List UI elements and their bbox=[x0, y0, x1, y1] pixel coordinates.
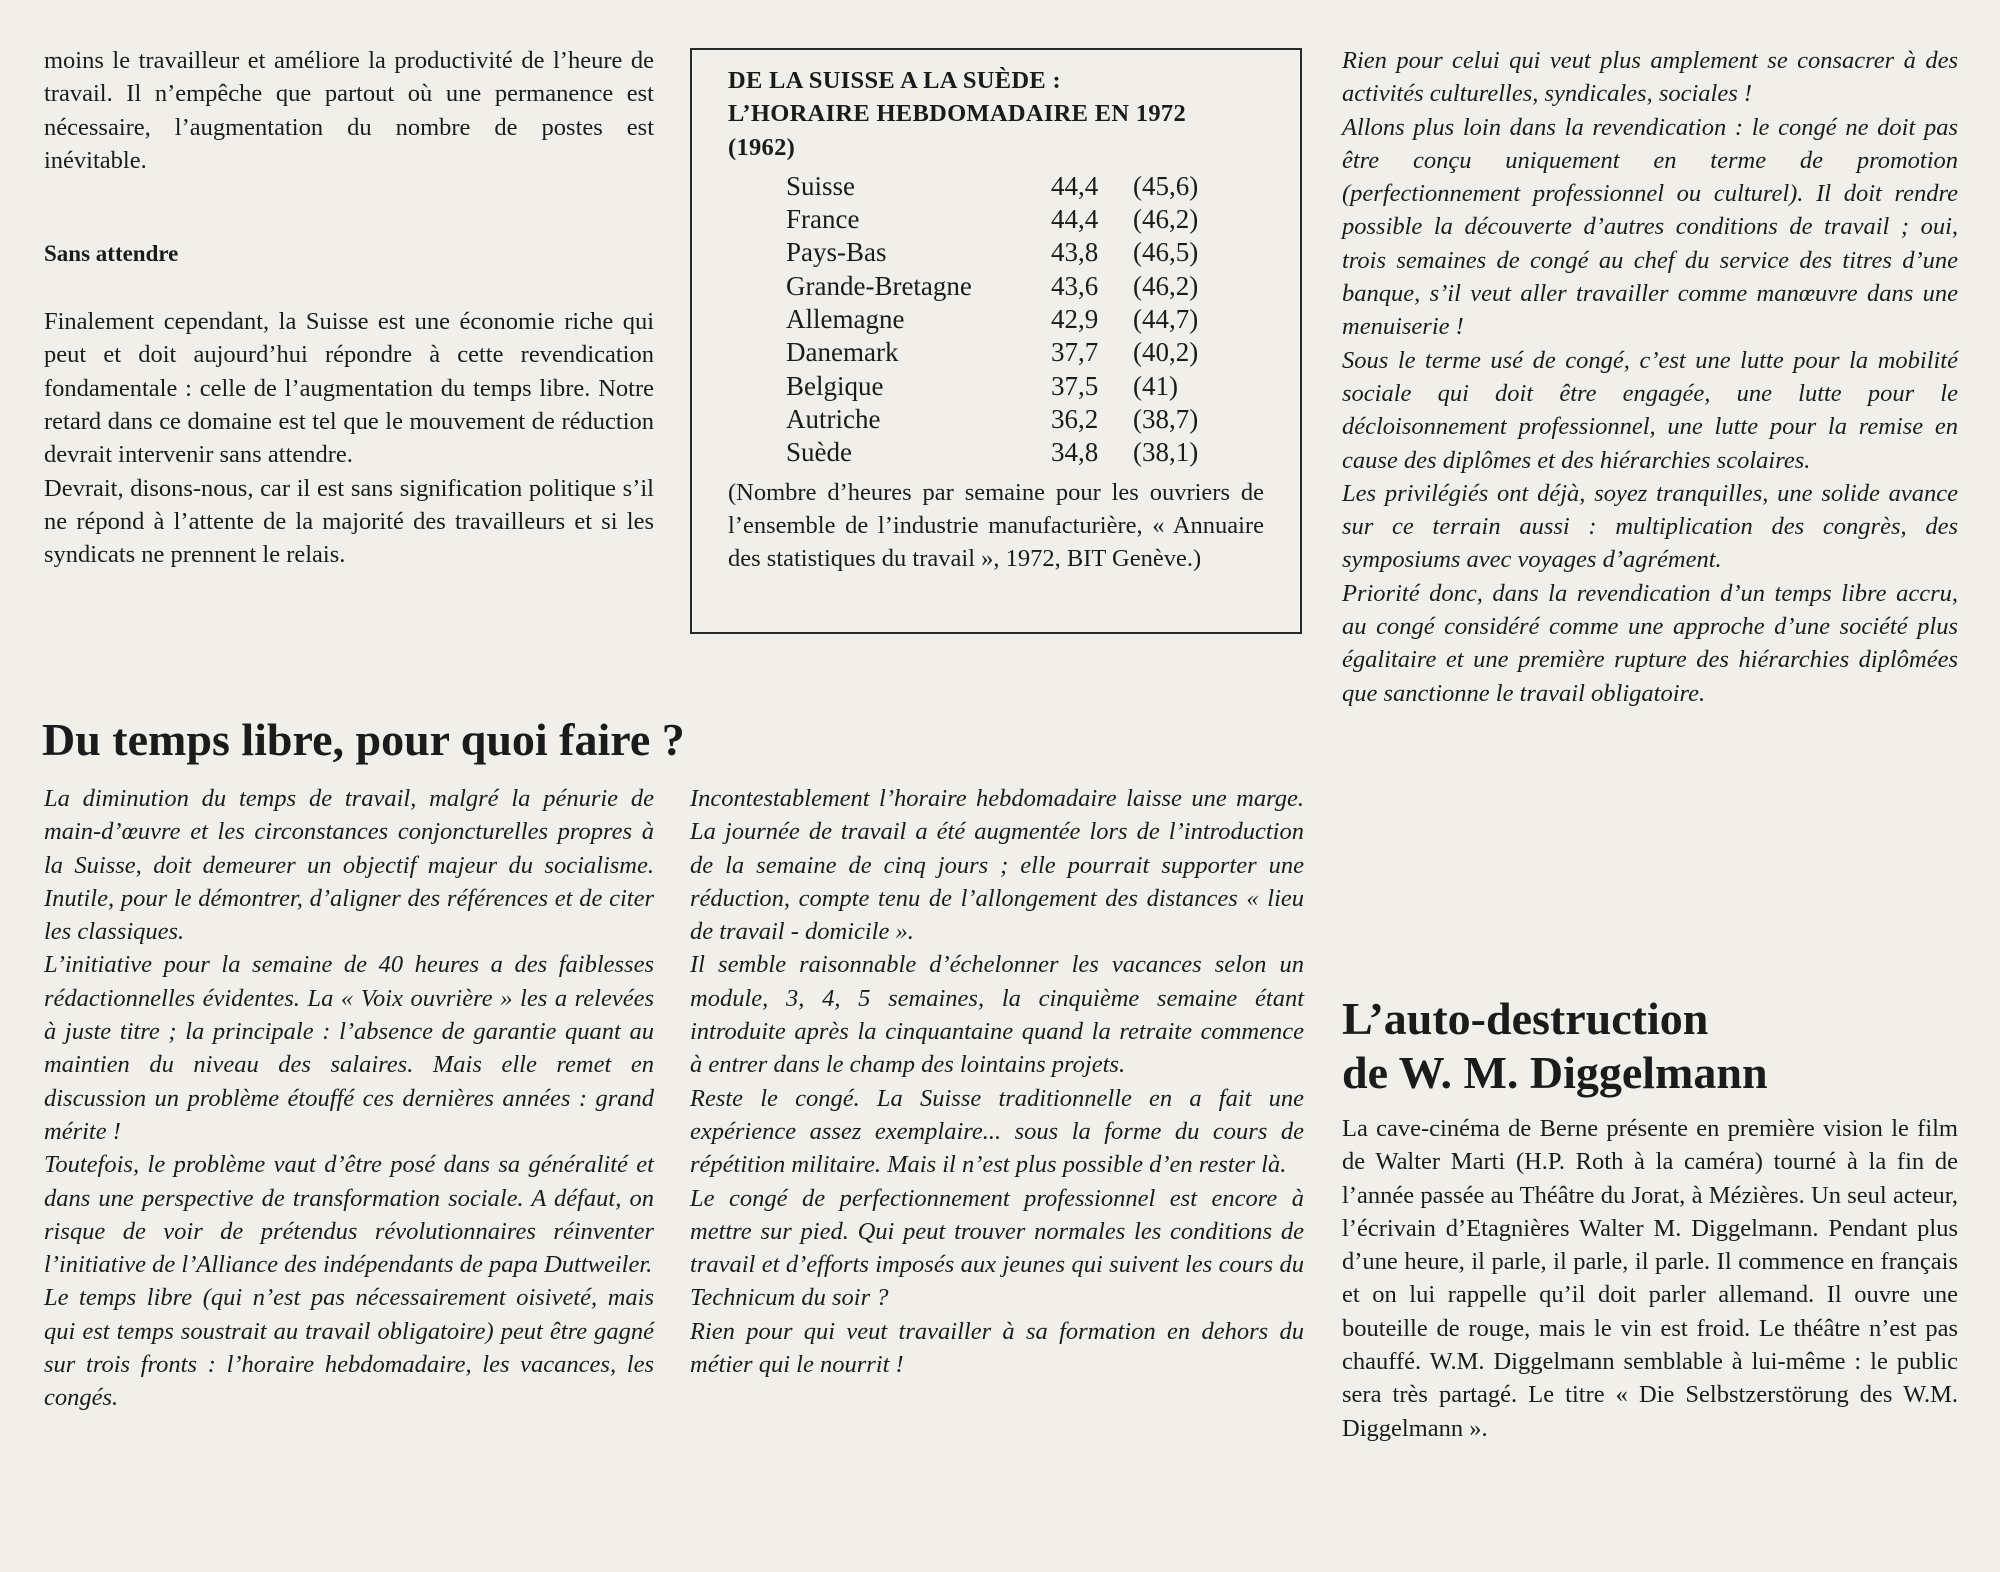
article-paragraph: Incontestablement l’horaire hebdomadaire laisse une marge. La journée de travail a été augmentée lors de l’introduction de la semaine de cinq jours ; elle pourrait supporter une réduction, compte tenu de l’allongement des distances « lieu de travail - domicile ». bbox=[690, 785, 1304, 946]
value-1972-cell: 44,4 bbox=[1051, 204, 1099, 235]
country-cell: Allemagne bbox=[786, 304, 905, 335]
article-paragraph: Toutefois, le problème vaut d’être posé dans sa généralité et dans une perspective de transformation sociale. A défaut, on risque de voir de prétendus révolutionnaires réinventer l’initiative de l’Alliance des indépendants de papa Duttweiler. bbox=[44, 1151, 654, 1279]
sans-attendre-p2: Devrait, disons-nous, car il est sans signification politique s’il ne répond à l’attente de la majorité des travailleurs et si les syndicats ne prennent le relais. bbox=[44, 474, 654, 569]
value-1972-cell: 34,8 bbox=[1051, 437, 1099, 468]
country-cell: Belgique bbox=[786, 370, 884, 401]
article-1-column-1 bbox=[44, 782, 654, 1415]
article-2 bbox=[1342, 992, 1958, 1445]
article-2-body: La cave-cinéma de Berne présente en première vision le film de Walter Marti (H.P. Roth à la caméra) tourné à la fin de l’année passée au Théâtre du Jorat, à Mézières. Un seul acteur, l’écrivain d’Etagnières Walter M. Diggelmann. Pendant plus d’une heure, il parle, il parle, il parle. Il commence en français et on lui rappelle qu’il doit parler allemand. Il ouvre une bouteille de rouge, mais le vin est froid. Le théâtre n’est pas chauffé. W.M. Diggelmann semblable à lui-même : le public sera très partagé. Le titre « Die Selbstzerstörung des W.M. Diggelmann ». bbox=[1342, 1115, 1958, 1442]
column-3-top bbox=[1342, 44, 1958, 710]
article-1-headline: Du temps libre, pour quoi faire ? bbox=[42, 714, 685, 765]
value-1962-cell: (44,7) bbox=[1133, 304, 1199, 335]
country-cell: Suisse bbox=[786, 170, 856, 201]
value-1972-cell: 37,7 bbox=[1051, 337, 1099, 368]
country-cell: Autriche bbox=[786, 403, 881, 434]
value-1972-cell: 43,6 bbox=[1051, 270, 1099, 301]
value-1962-cell: (46,2) bbox=[1133, 270, 1199, 301]
table-source-note: (Nombre d’heures par semaine pour les ouvriers de l’ensemble de l’industrie manufacturière, « Annuaire des statistiques du travail », 1972, BIT Genève.) bbox=[728, 478, 1264, 573]
value-1962-cell: (46,5) bbox=[1133, 237, 1199, 268]
value-1972-cell: 42,9 bbox=[1051, 304, 1099, 335]
article-paragraph: L’initiative pour la semaine de 40 heures a des faiblesses rédactionnelles évidentes. La « Voix ouvrière » les a relevées à juste titre ; la principale : l’absence de garantie quant au maintien du niveau des salaires. Mais elle remet en discussion un problème étouffé ces dernières années : grand mérite ! bbox=[44, 951, 654, 1145]
hours-table-box bbox=[690, 48, 1302, 634]
article-1-column-2 bbox=[690, 782, 1304, 1381]
value-1972-cell: 43,8 bbox=[1051, 237, 1099, 268]
value-1962-cell: (45,6) bbox=[1133, 170, 1199, 201]
country-cell: Danemark bbox=[786, 337, 899, 368]
col3-paragraph: Sous le terme usé de congé, c’est une lutte pour la mobilité sociale qui doit être engagée, une lutte pour le décloisonnement professionnel, une lutte pour la remise en cause des diplômes et des hiérarchies scolaires. bbox=[1342, 346, 1958, 474]
value-1972-cell: 44,4 bbox=[1051, 170, 1099, 201]
value-1962-cell: (41) bbox=[1133, 370, 1178, 401]
article-paragraph: Rien pour qui veut travailler à sa formation en dehors du métier qui le nourrit ! bbox=[690, 1317, 1304, 1379]
table-row bbox=[786, 436, 1198, 469]
article-paragraph: Le temps libre (qui n’est pas nécessairement oisiveté, mais qui est temps soustrait au travail obligatoire) peut être gagné sur trois fronts : l’horaire hebdomadaire, les vacances, les congés. bbox=[44, 1284, 654, 1412]
hours-table bbox=[786, 170, 1198, 470]
value-1972-cell: 36,2 bbox=[1051, 403, 1099, 434]
column-1-top bbox=[44, 44, 654, 572]
sans-attendre-p1: Finalement cependant, la Suisse est une économie riche qui peut et doit aujourd’hui répondre à cette revendication fondamentale : celle de l’augmentation du temps libre. Notre retard dans ce domaine est tel que le mouvement de réduction devrait intervenir sans attendre. bbox=[44, 308, 654, 469]
table-row bbox=[786, 236, 1198, 269]
country-cell: Pays-Bas bbox=[786, 237, 887, 268]
table-row bbox=[786, 170, 1198, 203]
value-1962-cell: (38,7) bbox=[1133, 403, 1199, 434]
article-2-headline bbox=[1342, 992, 1958, 1100]
value-1962-cell: (46,2) bbox=[1133, 204, 1199, 235]
table-row bbox=[786, 270, 1198, 303]
value-1962-cell: (40,2) bbox=[1133, 337, 1199, 368]
col3-paragraph: Les privilégiés ont déjà, soyez tranquilles, une solide avance sur ce terrain aussi : multiplication des congrès, des symposiums avec voyages d’agrément. bbox=[1342, 479, 1958, 574]
value-1972-cell: 37,5 bbox=[1051, 370, 1099, 401]
article-paragraph: La diminution du temps de travail, malgré la pénurie de main-d’œuvre et les circonstances conjoncturelles propres à la Suisse, doit demeurer un objectif majeur du socialisme. Inutile, pour le démontrer, d’aligner des références et de citer les classiques. bbox=[44, 785, 654, 946]
article-paragraph: Reste le congé. La Suisse traditionnelle en a fait une expérience assez exemplaire... sous la forme du cours de répétition militaire. Mais il n’est plus possible d’en rester là. bbox=[690, 1084, 1304, 1179]
country-cell: Suède bbox=[786, 437, 852, 468]
article-2-headline-line-2: de W. M. Diggelmann bbox=[1342, 1047, 1768, 1098]
table-row bbox=[786, 370, 1198, 403]
value-1962-cell: (38,1) bbox=[1133, 437, 1199, 468]
table-row bbox=[786, 403, 1198, 436]
article-paragraph: Le congé de perfectionnement professionnel est encore à mettre sur pied. Qui peut trouver normales les conditions de travail et d’efforts imposés aux jeunes qui suivent les cours du Technicum du soir ? bbox=[690, 1184, 1304, 1312]
col3-paragraph: Rien pour celui qui veut plus amplement se consacrer à des activités culturelles, syndicales, sociales ! bbox=[1342, 47, 1958, 108]
subhead-sans-attendre: Sans attendre bbox=[44, 241, 179, 267]
table-title: DE LA SUISSE A LA SUÈDE : L’HORAIRE HEBDOMADAIRE EN 1972 (1962) bbox=[728, 67, 1186, 161]
intro-paragraph: moins le travailleur et améliore la productivité de l’heure de travail. Il n’empêche que partout où une permanence est nécessaire, l’augmentation du nombre de postes est inévitable. bbox=[44, 47, 654, 174]
article-paragraph: Il semble raisonnable d’échelonner les vacances selon un module, 3, 4, 5 semaines, la cinquième semaine étant introduite après la cinquantaine quand la retraite commence à entrer dans le champ des lointains projets. bbox=[690, 951, 1304, 1079]
country-cell: France bbox=[786, 204, 860, 235]
table-row bbox=[786, 303, 1198, 336]
country-cell: Grande-Bretagne bbox=[786, 270, 972, 301]
col3-paragraph: Priorité donc, dans la revendication d’un temps libre accru, au congé considéré comme une approche d’une société plus égalitaire et une première rupture des hiérarchies diplômées que sanctionne le travail obligatoire. bbox=[1342, 579, 1958, 707]
col3-paragraph: Allons plus loin dans la revendication : le congé ne doit pas être conçu uniquement en terme de promotion (perfectionnement professionnel ou culturel). Il doit rendre possible la découverte d’autres conditions de travail ; oui, trois semaines de congé au chef du service des titres d’une banque, s’il veut aller travailler comme manœuvre dans une menuiserie ! bbox=[1342, 113, 1958, 341]
table-row bbox=[786, 203, 1198, 236]
table-row bbox=[786, 336, 1198, 369]
article-2-headline-line-1: L’auto-destruction bbox=[1342, 993, 1709, 1044]
